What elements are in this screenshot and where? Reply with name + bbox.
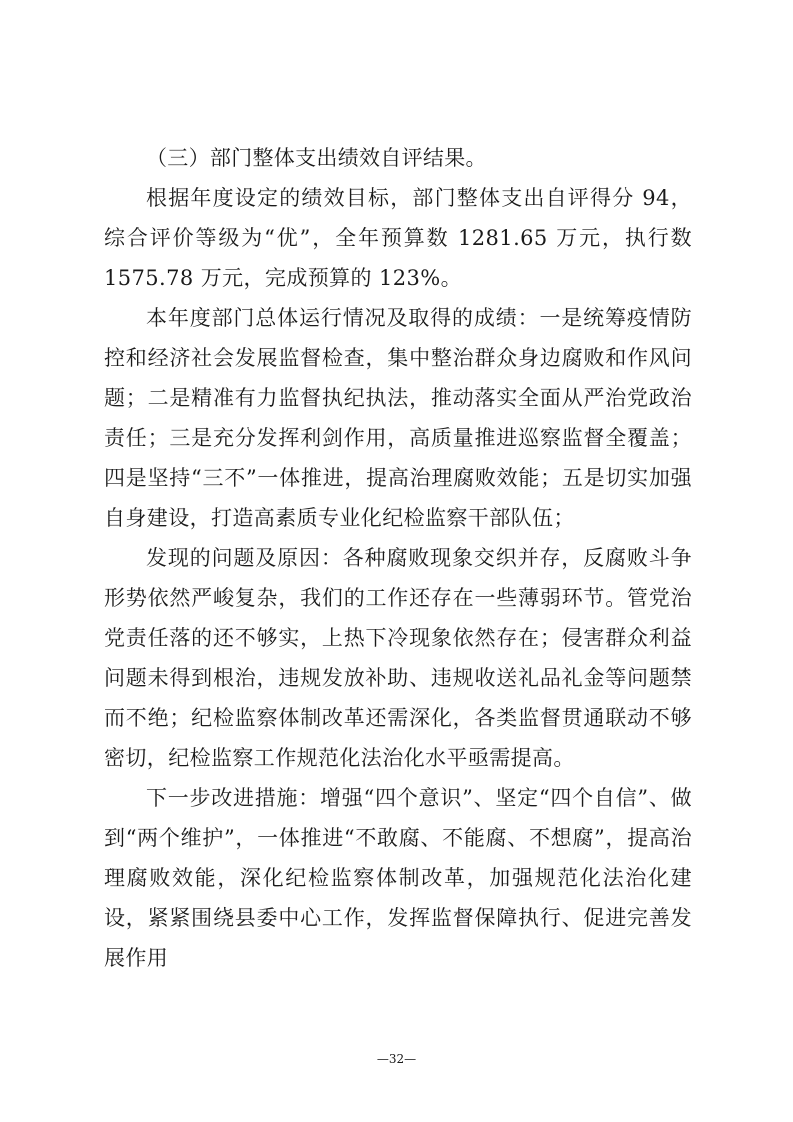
paragraph-improvements: 下一步改进措施：增强“四个意识”、坚定“四个自信”、做到“两个维护”，一体推进“不敢腐、不能腐、不想腐”，提高治理腐败效能，深化纪检监察体制改革，加强规范化法治化建设，紧紧围绕县委中心工作，发挥监督保障执行、促进完善发展作用 <box>104 786 692 970</box>
document-body <box>104 138 692 978</box>
paragraph-problems: 发现的问题及原因：各种腐败现象交织并存，反腐败斗争形势依然严峻复杂，我们的工作还存在一些薄弱环节。管党治党责任落的还不够实，上热下冷现象依然存在；侵害群众利益问题未得到根治，违规发放补助、违规收送礼品礼金等问题禁而不绝；纪检监察体制改革还需深化，各类监督贯通联动不够密切，纪检监察工作规范化法治化水平亟需提高。 <box>104 546 692 770</box>
paragraph-achievements: 本年度部门总体运行情况及取得的成绩：一是统筹疫情防控和经济社会发展监督检查，集中整治群众身边腐败和作风问题；二是精准有力监督执纪执法，推动落实全面从严治党政治责任；三是充分发挥利剑作用，高质量推进巡察监督全覆盖；四是坚持“三不”一体推进，提高治理腐败效能；五是切实加强自身建设，打造高素质专业化纪检监察干部队伍； <box>104 306 692 530</box>
paragraph-performance-score: 根据年度设定的绩效目标，部门整体支出自评得分 94，综合评价等级为“优”，全年预算数 1281.65 万元，执行数 1575.78 万元，完成预算的 123%。 <box>104 186 692 290</box>
section-heading: （三）部门整体支出绩效自评结果。 <box>146 146 487 170</box>
page-number: —32— <box>376 1052 417 1066</box>
